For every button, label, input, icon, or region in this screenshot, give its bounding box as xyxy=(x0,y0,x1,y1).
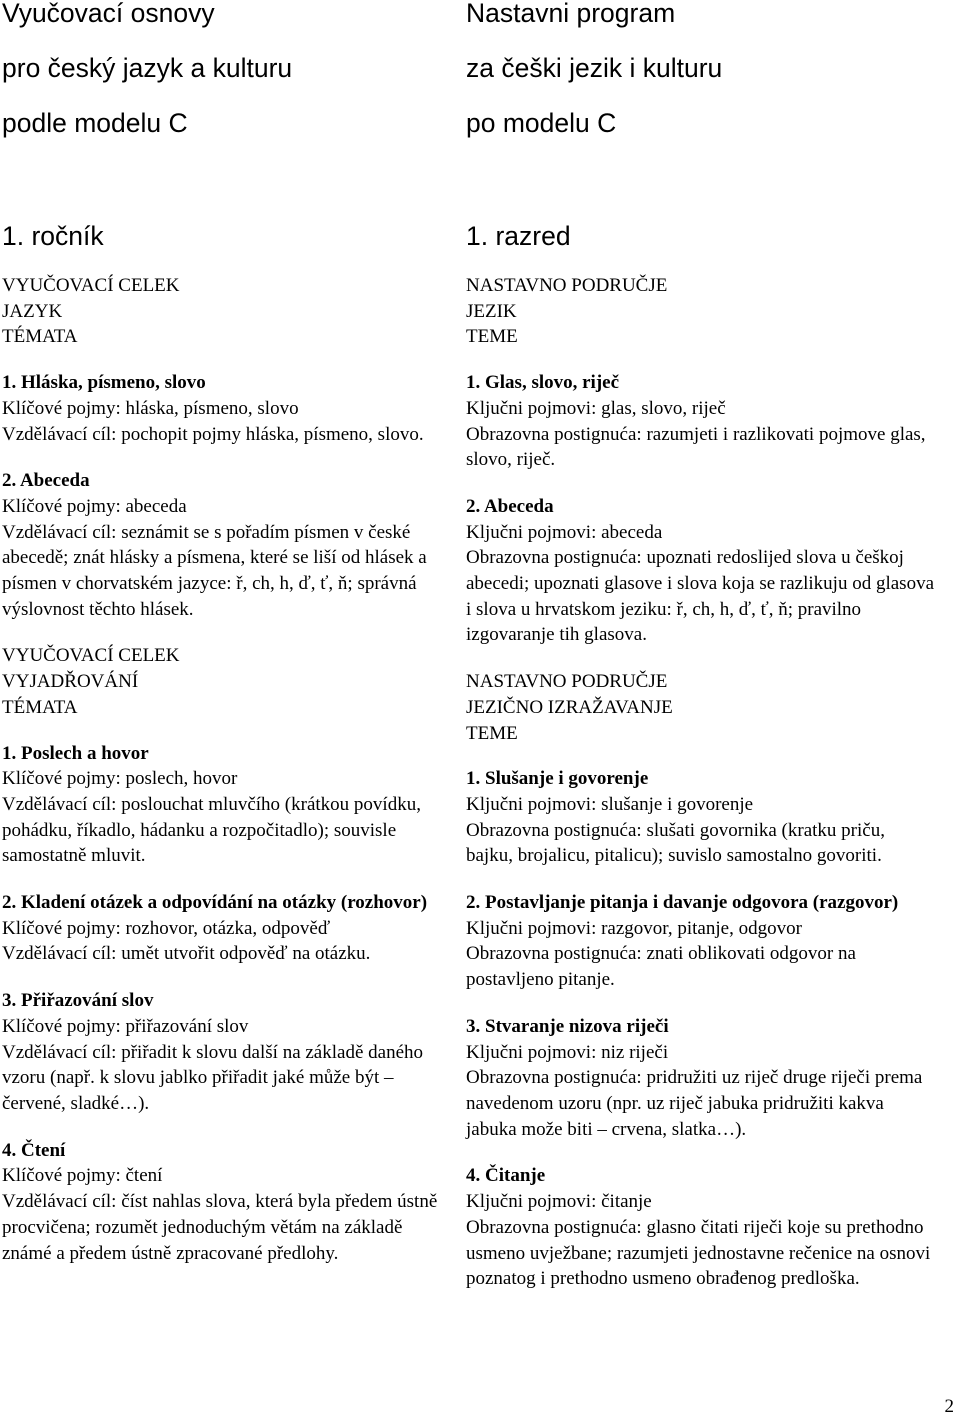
topic-title: 1. Hláska, písmeno, slovo xyxy=(2,372,206,394)
topic-goal: Obrazovna postignuća: glasno čitati riječi koje su prethodno usmeno uvježbane; razumjeti jednostavne rečenice na osnovi poznatog i prethodno usmeno obrađenog predloška. xyxy=(466,1216,931,1290)
topic-keywords: Klíčové pojmy: abeceda xyxy=(2,495,187,517)
topic-title: 1. Poslech a hovor xyxy=(2,742,149,764)
section-heading-line: JEZIČNO IZRAŽAVANJE xyxy=(466,696,673,718)
topic-goal: Obrazovna postignuća: znati oblikovati odgovor na postavljeno pitanje. xyxy=(466,943,856,991)
topic-keywords: Ključni pojmovi: glas, slovo, riječ xyxy=(466,397,726,419)
czech-column xyxy=(2,0,442,1264)
section-heading-line: TÉMATA xyxy=(2,326,78,348)
curriculum-section xyxy=(2,273,442,350)
section-heading-line: VYUČOVACÍ CELEK xyxy=(2,275,180,296)
title-line: podle modelu C xyxy=(2,108,188,138)
topic-keywords: Ključni pojmovi: slušanje i govorenje xyxy=(466,793,754,815)
section-heading-line: VYUČOVACÍ CELEK xyxy=(2,645,180,667)
topic-goal: Vzdělávací cíl: umět utvořit odpověď na otázku. xyxy=(2,943,371,965)
topic-block xyxy=(2,741,442,870)
topic-keywords: Ključni pojmovi: niz riječi xyxy=(466,1041,669,1063)
topic-block xyxy=(466,1014,936,1143)
topic-title: 1. Glas, slovo, riječ xyxy=(466,372,620,394)
topic-block xyxy=(466,370,936,473)
topic-block xyxy=(2,1138,442,1267)
croatian-column xyxy=(466,0,936,1290)
topic-block xyxy=(466,1163,936,1292)
topic-title: 2. Abeceda xyxy=(2,470,90,492)
page-number: 2 xyxy=(944,1396,954,1417)
title-line: Nastavni program xyxy=(466,0,676,28)
topic-goal: Vzdělávací cíl: pochopit pojmy hláska, písmeno, slovo. xyxy=(2,423,424,445)
topic-title: 2. Postavljanje pitanja i davanje odgovora (razgovor) xyxy=(466,892,899,914)
topic-keywords: Klíčové pojmy: čtení xyxy=(2,1165,163,1187)
topic-block xyxy=(466,766,936,869)
title-line: Vyučovací osnovy xyxy=(2,0,215,28)
topic-block xyxy=(466,494,936,648)
curriculum-section xyxy=(466,273,936,350)
curriculum-body xyxy=(466,273,936,1313)
topic-title: 1. Slušanje i govorenje xyxy=(466,768,649,790)
topic-title: 2. Kladení otázek a odpovídání na otázky (rozhovor) xyxy=(2,892,428,914)
topic-block xyxy=(2,370,442,447)
croatian-title xyxy=(466,0,936,151)
curriculum-section xyxy=(2,643,442,720)
curriculum-section xyxy=(466,669,936,746)
topic-block xyxy=(2,988,442,1117)
title-line: za češki jezik i kulturu xyxy=(466,53,723,83)
topic-title: 4. Čitanje xyxy=(466,1165,546,1187)
topic-keywords: Klíčové pojmy: rozhovor, otázka, odpověď xyxy=(2,917,331,939)
topic-title: 4. Čtení xyxy=(2,1139,66,1161)
topic-keywords: Ključni pojmovi: razgovor, pitanje, odgovor xyxy=(466,917,802,939)
curriculum-body xyxy=(2,273,442,1287)
topic-goal: Vzdělávací cíl: seznámit se s pořadím písmen v české abecedě; znát hlásky a písmena, které se liší od hlásek a písmen v chorvatském jazyce: ř, ch, h, ď, ť, ň; správná výslovnost těchto hlásek. xyxy=(2,521,427,620)
topic-block xyxy=(2,468,442,622)
topic-keywords: Klíčové pojmy: poslech, hovor xyxy=(2,768,238,790)
grade-heading: 1. razred xyxy=(466,221,571,251)
section-heading-line: NASTAVNO PODRUČJE xyxy=(466,671,668,693)
section-heading-line: NASTAVNO PODRUČJE xyxy=(466,275,668,296)
topic-goal: Obrazovna postignuća: razumjeti i razlikovati pojmove glas, slovo, riječ. xyxy=(466,423,926,471)
topic-block xyxy=(2,890,442,967)
title-line: po modelu C xyxy=(466,108,617,138)
grade-heading: 1. ročník xyxy=(2,221,104,251)
section-heading-line: TÉMATA xyxy=(2,696,78,718)
section-heading-line: TEME xyxy=(466,722,518,744)
topic-keywords: Ključni pojmovi: abeceda xyxy=(466,521,663,543)
topic-title: 3. Stvaranje nizova riječi xyxy=(466,1015,669,1037)
section-heading-line: JEZIK xyxy=(466,300,517,322)
title-line: pro český jazyk a kulturu xyxy=(2,53,293,83)
topic-goal: Obrazovna postignuća: upoznati redoslijed slova u češkoj abecedi; upoznati glasove i slova koja se razlikuju od glasova i slova u hrvatskom jeziku: ř, ch, h, ď, ť, ň; pravilno izgovaranje tih glasova. xyxy=(466,547,934,646)
topic-keywords: Klíčové pojmy: přiřazování slov xyxy=(2,1015,249,1037)
czech-title xyxy=(2,0,442,151)
topic-goal: Vzdělávací cíl: poslouchat mluvčího (krátkou povídku, pohádku, říkadlo, hádanku a rozpočitadlo); souvisle samostatně mluvit. xyxy=(2,793,421,867)
topic-title: 2. Abeceda xyxy=(466,495,554,517)
topic-goal: Vzdělávací cíl: číst nahlas slova, která byla předem ústně procvičena; rozumět jednoduchým větám na základě známé a předem ústně zpracované předlohy. xyxy=(2,1191,438,1264)
topic-keywords: Klíčové pojmy: hláska, písmeno, slovo xyxy=(2,397,299,419)
topic-goal: Obrazovna postignuća: pridružiti uz riječ druge riječi prema navedenom uzoru (npr. uz riječ jabuka pridružiti kakva jabuka može biti – crvena, slatka…). xyxy=(466,1067,923,1140)
section-heading-line: JAZYK xyxy=(2,300,63,322)
section-heading-line: TEME xyxy=(466,326,518,348)
section-heading-line: VYJADŘOVÁNÍ xyxy=(2,671,139,693)
topic-title: 3. Přiřazování slov xyxy=(2,990,154,1012)
topic-goal: Obrazovna postignuća: slušati govornika (kratku priču, bajku, brojalicu, pitalicu); suvislo samostalno govoriti. xyxy=(466,819,885,867)
topic-keywords: Ključni pojmovi: čitanje xyxy=(466,1191,652,1213)
topic-block xyxy=(466,890,936,993)
topic-goal: Vzdělávací cíl: přiřadit k slovu další na základě daného vzoru (např. k slovu jablko přiřadit jaké může být – červené, sladké…). xyxy=(2,1041,424,1114)
